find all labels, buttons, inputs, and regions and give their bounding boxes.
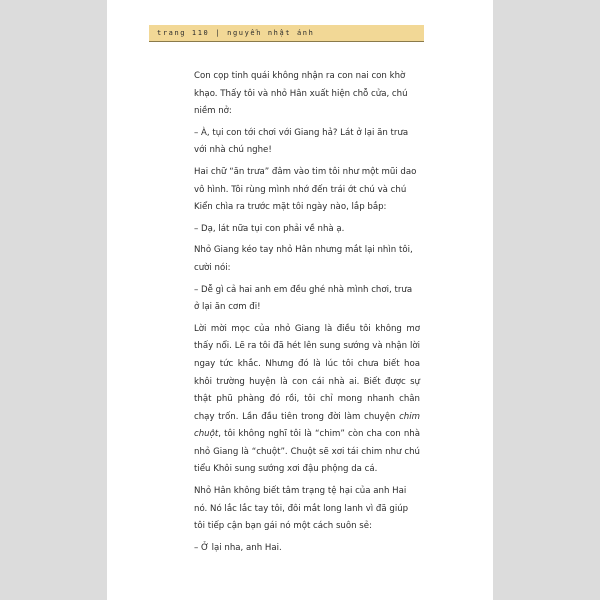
body-text — [194, 68, 420, 561]
header-separator: | — [215, 29, 222, 37]
paragraph: Hai chữ “ăn trưa” đâm vào tim tôi như một mũi dao vô hình. Tôi rùng mình nhớ đến trái ớt chú và chú Kiển chìa ra trước mặt tôi ngày nào, lắp bắp: — [194, 166, 417, 213]
paragraph-text: , tôi không nghĩ tôi là “chim” còn cha con nhà nhỏ Giang là “chuột”. Chuột sẽ xơi tái chim như chú tiểu Khôi sung sướng xơi đậu phộng da cá. — [194, 429, 420, 475]
paragraph: Con cọp tinh quái không nhận ra con nai con khờ khạo. Thấy tôi và nhỏ Hân xuất hiện chỗ cửa, chú niềm nở: — [194, 71, 408, 117]
paragraph: Nhỏ Hân không biết tâm trạng tệ hại của anh Hai nó. Nó lắc lắc tay tôi, đôi mắt long lanh vì đã giúp tôi tiếp cận bạn gái nó một cách suôn sẻ: — [194, 486, 409, 532]
right-margin — [493, 0, 600, 600]
dialogue-line: – À, tụi con tới chơi với Giang hả? Lát ở lại ăn trưa với nhà chú nghe! — [194, 127, 409, 156]
paragraph-text: Lời mời mọc của nhỏ Giang là điều tôi không mơ thấy nổi. Lẽ ra tôi đã hét lên sung sướng và nhận lời ngay tức khắc. Nhưng đó là lúc tôi chưa biết hoa khôi trường huyện là con cái nhà ai. Biết được sự thật phũ phàng đó rồi, tôi chỉ mong nhanh chân chạy trốn. Lần đầu tiên trong đời làm chuyện — [194, 323, 420, 422]
author-name: nguyễn nhật ánh — [227, 29, 315, 37]
dialogue-line: – Dễ gì cả hai anh em đều ghé nhà mình chơi, trưa ở lại ăn cơm đi! — [194, 284, 413, 313]
book-page — [107, 0, 493, 600]
dialogue-line: – Dạ, lát nữa tụi con phải về nhà ạ. — [194, 223, 345, 234]
italic-phrase: chim chuột — [194, 411, 420, 440]
paragraph — [194, 321, 420, 479]
page-number-label: trang 110 — [157, 29, 210, 37]
dialogue-line: – Ở lại nha, anh Hai. — [194, 542, 282, 553]
running-header — [149, 25, 424, 42]
left-margin — [0, 0, 107, 600]
paragraph: Nhỏ Giang kéo tay nhỏ Hân nhưng mắt lại nhìn tôi, cười nói: — [194, 245, 413, 273]
